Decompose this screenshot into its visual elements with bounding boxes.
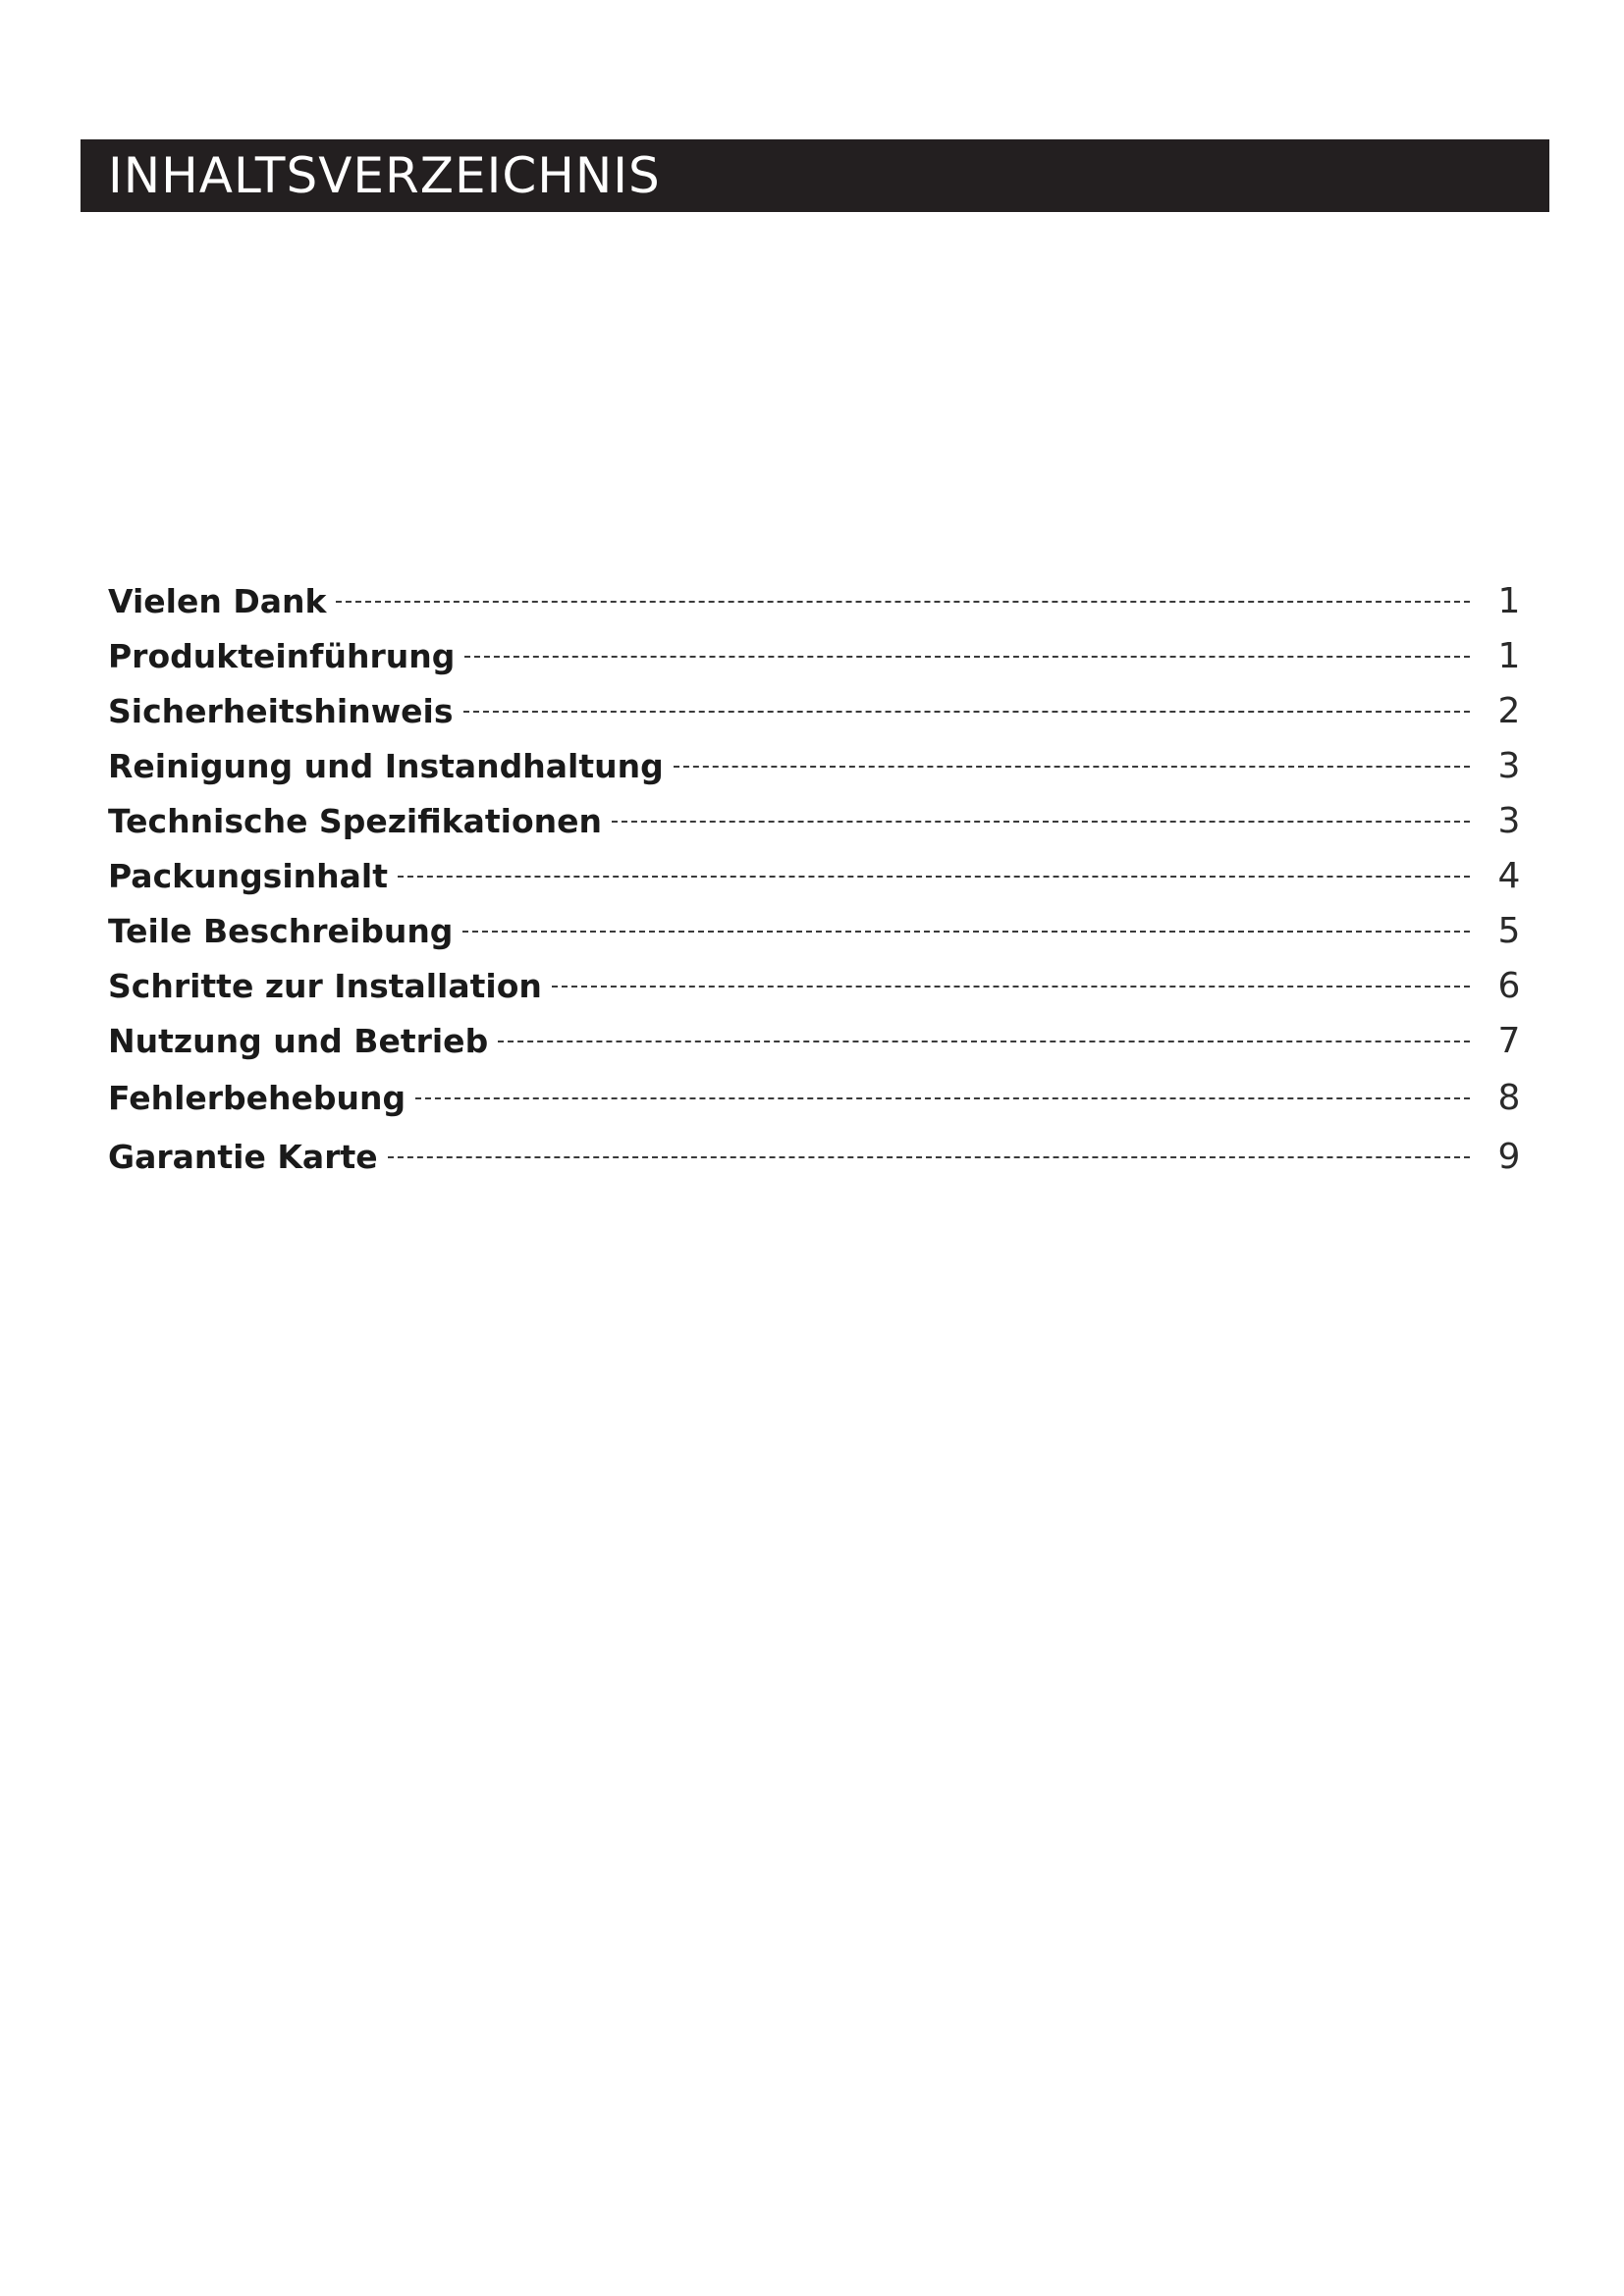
toc-dot-leader [552, 986, 1470, 988]
toc-entry[interactable] [108, 636, 1527, 691]
toc-entry-page: 5 [1497, 911, 1521, 951]
table-of-contents [108, 581, 1527, 1192]
toc-entry[interactable] [108, 1078, 1527, 1133]
toc-dot-leader [612, 821, 1470, 823]
toc-entry[interactable] [108, 801, 1527, 856]
toc-entry[interactable] [108, 911, 1527, 966]
toc-entry[interactable] [108, 1021, 1527, 1076]
toc-entry[interactable] [108, 856, 1527, 911]
toc-dot-leader [463, 711, 1470, 713]
toc-entry-label: Fehlerbehebung [108, 1079, 406, 1117]
toc-entry-label: Teile Beschreibung [108, 912, 454, 950]
toc-entry-page: 1 [1497, 581, 1521, 621]
toc-entry[interactable] [108, 966, 1527, 1021]
toc-dot-leader [462, 931, 1470, 933]
toc-entry-label: Nutzung und Betrieb [108, 1022, 489, 1060]
toc-entry-label: Schritte zur Installation [108, 967, 542, 1005]
toc-entry-page: 3 [1497, 801, 1521, 841]
toc-entry[interactable] [108, 1137, 1527, 1192]
toc-entry-label: Packungsinhalt [108, 857, 388, 895]
toc-dot-leader [398, 876, 1470, 878]
toc-entry-page: 8 [1497, 1078, 1521, 1118]
toc-dot-leader [415, 1097, 1470, 1099]
toc-entry-label: Garantie Karte [108, 1138, 378, 1176]
toc-entry-page: 2 [1497, 691, 1521, 731]
toc-entry[interactable] [108, 746, 1527, 801]
toc-entry-label: Sicherheitshinweis [108, 692, 454, 730]
toc-entry-page: 9 [1497, 1137, 1521, 1177]
toc-entry-page: 4 [1497, 856, 1521, 896]
toc-entry-label: Produkteinführung [108, 637, 456, 675]
section-header-bar [81, 139, 1549, 212]
page-title: INHALTSVERZEICHNIS [108, 147, 661, 204]
toc-entry[interactable] [108, 581, 1527, 636]
toc-entry-page: 1 [1497, 636, 1521, 676]
toc-entry-label: Reinigung und Instandhaltung [108, 747, 664, 785]
toc-entry-page: 7 [1497, 1021, 1521, 1061]
toc-dot-leader [464, 656, 1470, 658]
toc-entry-page: 3 [1497, 746, 1521, 786]
toc-dot-leader [388, 1156, 1470, 1158]
toc-entry-page: 6 [1497, 966, 1521, 1006]
toc-entry[interactable] [108, 691, 1527, 746]
toc-entry-label: Vielen Dank [108, 582, 327, 620]
toc-dot-leader [498, 1041, 1470, 1042]
toc-entry-label: Technische Spezifikationen [108, 802, 603, 840]
toc-dot-leader [336, 601, 1470, 603]
toc-dot-leader [674, 766, 1470, 768]
